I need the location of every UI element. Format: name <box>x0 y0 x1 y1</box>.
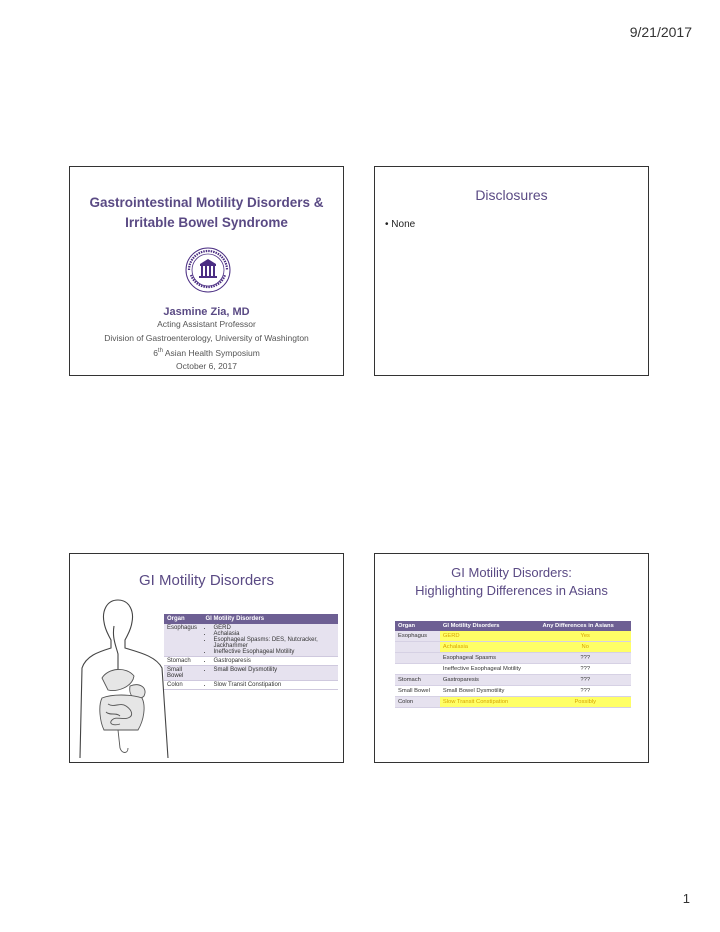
presentation-date: October 6, 2017 <box>176 361 237 372</box>
digestive-system-illustration <box>78 598 170 758</box>
difference-cell: ??? <box>539 653 631 664</box>
disorder-cell: Achalasia <box>440 642 540 653</box>
presentation-title <box>70 193 343 233</box>
slide-title <box>69 166 344 376</box>
organ-cell: Stomach <box>395 675 440 686</box>
disorder-cell: GERD <box>440 631 540 642</box>
author-details <box>70 318 343 374</box>
table-row <box>164 681 338 690</box>
organ-cell <box>395 664 440 675</box>
slide-gi-motility <box>69 553 344 763</box>
author-name: Jasmine Zia, MD <box>163 306 250 318</box>
column-header: GI Motility Disorders <box>440 621 540 631</box>
slide-heading <box>375 564 648 600</box>
difference-cell: No <box>539 642 631 653</box>
column-header: Organ <box>395 621 440 631</box>
organ-cell: Esophagus <box>395 631 440 642</box>
disorder-cell: Esophageal Spasms <box>440 653 540 664</box>
slide-disclosures <box>374 166 649 376</box>
organ-cell: Stomach <box>164 657 202 666</box>
organ-cell <box>395 653 440 664</box>
gi-disorders-table <box>164 614 338 690</box>
difference-cell: Possibly <box>539 697 631 708</box>
column-header: Organ <box>164 614 202 624</box>
disorders-cell <box>202 624 338 657</box>
list-item: • Gastroparesis <box>213 658 335 664</box>
disorders-cell <box>202 681 338 690</box>
organ-cell: Small Bowel <box>164 666 202 681</box>
disorder-cell: Ineffective Esophageal Motility <box>440 664 540 675</box>
table-row <box>395 686 631 697</box>
organ-cell: Colon <box>164 681 202 690</box>
organ-cell: Small Bowel <box>395 686 440 697</box>
list-item: • Esophageal Spasms: DES, Nutcracker, Jackhammer <box>213 637 335 649</box>
author-role: Acting Assistant Professor <box>157 319 256 329</box>
title-line-2: Irritable Bowel Syndrome <box>125 215 288 230</box>
title-line-1: Gastrointestinal Motility Disorders & <box>89 195 324 210</box>
list-item: • Small Bowel Dysmotility <box>213 667 335 673</box>
page-date: 9/21/2017 <box>629 24 692 40</box>
table-row <box>164 624 338 657</box>
difference-cell: Yes <box>539 631 631 642</box>
organ-cell: Colon <box>395 697 440 708</box>
column-header: Any Differences in Asians <box>539 621 631 631</box>
title-line-2: Highlighting Differences in Asians <box>415 583 608 598</box>
author-division: Division of Gastroenterology, University of Washington <box>104 332 309 343</box>
slide-heading: GI Motility Disorders <box>138 572 275 589</box>
table-row <box>395 664 631 675</box>
differences-table <box>395 621 631 708</box>
slide-heading: Disclosures <box>475 187 548 203</box>
list-item: • GERD <box>213 625 335 631</box>
table-row <box>395 653 631 664</box>
difference-cell: ??? <box>539 686 631 697</box>
disorder-cell: Small Bowel Dysmotility <box>440 686 540 697</box>
table-row <box>395 642 631 653</box>
organ-cell: Esophagus <box>164 624 202 657</box>
list-item: • Achalasia <box>213 631 335 637</box>
disorder-cell: Slow Transit Constipation <box>440 697 540 708</box>
table-row <box>395 697 631 708</box>
table-row <box>164 666 338 681</box>
list-item: • Slow Transit Constipation <box>213 682 335 688</box>
column-header: GI Motility Disorders <box>202 614 338 624</box>
disorder-cell: Gastroparesis <box>440 675 540 686</box>
disorders-cell <box>202 666 338 681</box>
title-line-1: GI Motility Disorders: <box>451 565 572 580</box>
symposium: 6th Asian Health Symposium <box>153 347 260 358</box>
difference-cell: ??? <box>539 675 631 686</box>
difference-cell: ??? <box>539 664 631 675</box>
table-row <box>395 631 631 642</box>
bullet-item: • None <box>385 219 416 230</box>
organ-cell <box>395 642 440 653</box>
table-row <box>164 657 338 666</box>
list-item: • Ineffective Esophageal Motility <box>213 649 335 655</box>
slide-differences-asians <box>374 553 649 763</box>
table-row <box>395 675 631 686</box>
page-number: 1 <box>682 891 690 906</box>
university-seal-icon <box>185 247 231 293</box>
disorders-cell <box>202 657 338 666</box>
